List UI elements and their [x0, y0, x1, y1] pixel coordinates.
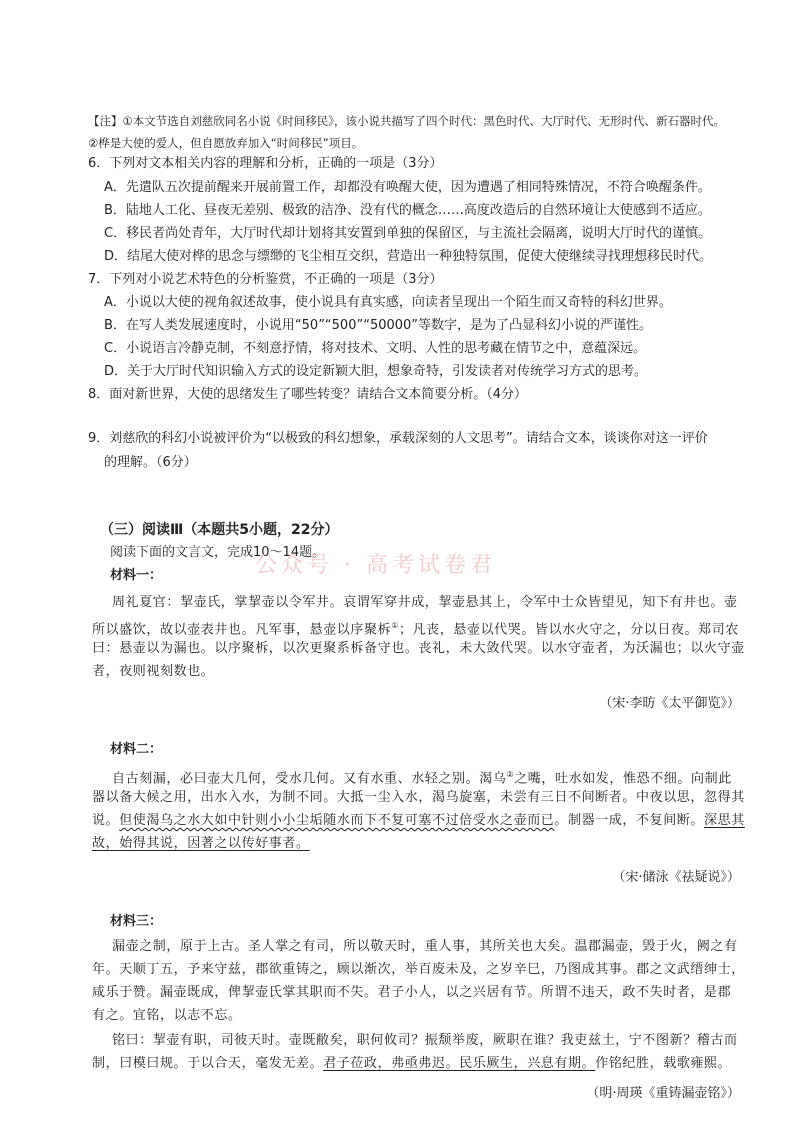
material-1-line-3: 曰：悬壶以为漏也。以序聚柝，以次更聚系柝备守也。丧礼，未大敛代哭。以水守壶者，为沃漏也；以火守壶 [92, 641, 745, 656]
watermark: 公众号 · 高考试卷君 [255, 553, 496, 578]
section-instruction: 阅读下面的文言文，完成10～14题。 [110, 545, 326, 560]
section-heading: （三）阅读Ⅲ（本题共5小题，22分） [100, 522, 339, 538]
material-2-line-4: 故，始得其说，因著之以传好事者。 [92, 836, 310, 851]
note-line-2: ②桦是大使的爱人，但自愿放弃加入“时间移民”项目。 [88, 136, 364, 150]
material-2-label: 材料二： [110, 742, 163, 757]
material-3-line-2: 年。天顺丁五，予来守兹，郡欲重铸之，顾以渐次，举百废未及，之岁辛巳，乃图成其事。郡之文武缙绅士， [92, 962, 745, 977]
material-1-line-4: 者，夜则视刻数也。 [92, 664, 215, 679]
question-6-option-c: C．移民者尚处青年，大厅时代却计划将其安置到单独的保留区，与主流社会隔离，说明大厅时代的谨慎。 [104, 226, 712, 241]
material-3-line-5: 铭曰：挈壶有职，司彼天时。壶既敝矣，职何攸司？振颓举废，厥职在谁？我吏兹土，宁不图新？稽古而 [112, 1033, 738, 1048]
material-1-line-1: 周礼夏官：挈壶氏，掌挈壶以令军井。哀谓军穿井成，挈壶悬其上，令军中士众皆望见，知下有井也。壶 [112, 595, 738, 610]
question-7-option-b: B．在写人类发展速度时，小说用“50”“500”“50000”等数字，是为了凸显科幻小说的严谨性。 [104, 318, 653, 333]
material-1-line-2: 所以盛饮，故以壶表井也。凡军事，悬壶以序聚柝①；凡丧，悬壶以代哭。皆以水火守之，分以日夜。郑司农 [92, 621, 739, 638]
material-1-source: （宋·李昉《太平御览》） [599, 696, 740, 711]
material-2-line-3: 说。但使渴乌之水大如中针则小小尘垢随水而下不复可塞不过倍受水之壶而已。制器一成，不复间断。深思其 [92, 813, 745, 828]
material-3-label: 材料三： [110, 914, 163, 929]
question-6-option-a: A．先遣队五次提前醒来开展前置工作，却都没有唤醒大使，因为遭遇了相同特殊情况，不符合唤醒条件。 [104, 180, 711, 195]
material-3-line-6: 制，曰模曰规。于以合天，毫发无差。君子莅政，弗亟弗迟。民乐厥生，兴息有期。作铭纪胜，载歌雍熙。 [92, 1056, 732, 1071]
question-6-option-b: B．陆地人工化、昼夜无差别、极致的洁净、没有代的概念……高度改造后的自然环境让大使感到不适应。 [104, 203, 711, 218]
wavy-underlined-sentence: 但使渴乌之水大如中针则小小尘垢随水而下不复可塞不过倍受水之壶而已 [119, 813, 555, 828]
material-2-line-2: 器以备大候之用，出水入水，为制不同。大抵一尘入水，渴乌旋塞，未尝有三日不间断者。中夜以思，忽得其 [92, 790, 745, 805]
material-3-line-4: 有之。宜铭，以志不忘。 [92, 1008, 242, 1023]
question-6-stem: 6．下列对文本相关内容的理解和分析，正确的一项是（3分） [88, 156, 443, 171]
question-7-option-d: D．关于大厅时代知识输入方式的设定新颖大胆，想象奇特，引发读者对传统学习方式的思考。 [104, 364, 648, 379]
note-line-1: 【注】①本文节选自刘慈欣同名小说《时间移民》，该小说共描写了四个时代：黑色时代、大厅时代、无形时代、新石器时代。 [88, 114, 726, 128]
material-2-line-1: 自古刻漏，必曰壶大几何，受水几何。又有水重、水轻之别。渴乌②之嘴，吐水如发，惟恐不细。向制此 [112, 770, 732, 787]
question-7-option-c: C．小说语言冷静克制，不刻意抒情，将对技术、文明、人性的思考藏在情节之中，意蕴深远。 [104, 341, 647, 356]
question-7-option-a: A．小说以大使的视角叙述故事，使小说具有真实感，向读者呈现出一个陌生而又奇特的科幻世界。 [104, 295, 672, 310]
material-3-line-3: 咸乐于赞。漏壶既成，俾挈壶氏掌其职而不失。君子小人，以之兴居有节。所谓不违天，政不失时者，是郡 [92, 985, 732, 1000]
material-3-line-1: 漏壶之制，原于上古。圣人掌之有司，所以敬天时，重人事，其所关也大矣。温郡漏壶，毁于火，阙之有 [112, 939, 738, 954]
question-9-line-1: 9．刘慈欣的科幻小说被评价为“以极致的科幻想象，承载深刻的人文思考”。请结合文本，谈谈你对这一评价 [88, 431, 708, 446]
material-2-source: （宋·储泳《祛疑说》） [612, 870, 740, 885]
question-8: 8．面对新世界，大使的思绪发生了哪些转变？请结合文本简要分析。（4分） [88, 387, 528, 402]
material-3-source: （明·周瑛《重铸漏壶铭》） [586, 1086, 740, 1101]
underlined-sentence: 深思其 [704, 813, 745, 828]
material-1-label: 材料一： [110, 568, 163, 583]
question-6-option-d: D．结尾大使对桦的思念与缥缈的飞尘相互交织，营造出一种独特氛围，促使大使继续寻找理想移民时代。 [104, 249, 713, 264]
underlined-sentence: 君子莅政，弗亟弗迟。民乐厥生，兴息有期。 [323, 1056, 596, 1071]
question-9-line-2: 的理解。（6分） [104, 455, 197, 470]
question-7-stem: 7．下列对小说艺术特色的分析鉴赏，不正确的一项是（3分） [88, 272, 443, 287]
